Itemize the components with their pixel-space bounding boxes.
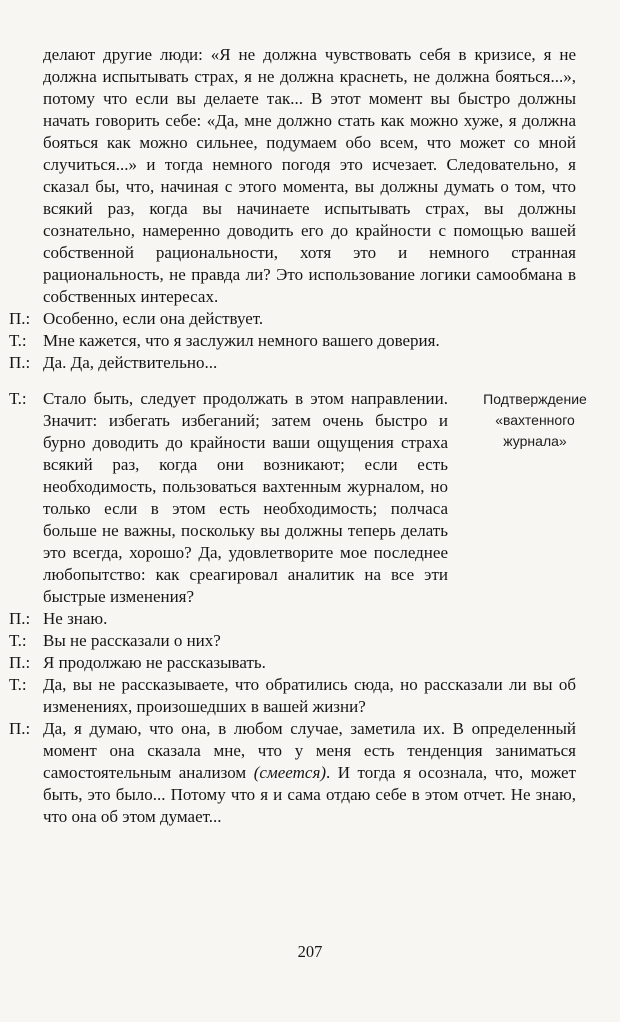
dialogue-line <box>9 674 576 718</box>
dialogue-line <box>9 652 576 674</box>
dialogue-text: Да. Да, действительно... <box>43 353 218 372</box>
dialogue-text: . И тогда я осознала, что, может быть, это было... Потому что я и сама отдаю себе в этом отчет. Не знаю, что она об этом думает... <box>43 763 577 826</box>
speaker-label: Т.: <box>9 331 27 350</box>
speaker-label: П.: <box>9 653 31 672</box>
speaker-label: П.: <box>9 309 31 328</box>
dialogue-line <box>9 352 576 374</box>
dialogue-line-journal <box>9 388 587 608</box>
dialogue-text: Да, я думаю, что она, в любом случае, заметила их. В определенный момент она сказала мне, что у меня есть тенденция заниматься самостоятельным анализом <box>43 719 576 782</box>
speaker-label: П.: <box>9 609 31 628</box>
dialogue-text-stage-direction: (смеется) <box>253 763 327 782</box>
speaker-label: П.: <box>9 353 31 372</box>
margin-note: Подтверждение «вахтенного журнала» <box>483 391 587 449</box>
dialogue-text: Не знаю. <box>43 609 108 628</box>
dialogue-line <box>9 308 576 330</box>
dialogue-text: Мне кажется, что я заслужил немного вашего доверия. <box>43 331 440 350</box>
page-number: 207 <box>297 942 323 961</box>
speaker-label: Т.: <box>9 631 27 650</box>
dialogue-text: Вы не рассказали о них? <box>43 631 221 650</box>
speaker-label: Т.: <box>9 675 27 694</box>
body-paragraph-continuation: делают другие люди: «Я не должна чувствовать себя в кризисе, я не должна испытывать страх, я не должна краснеть, не должна бояться...», потому что если вы делаете так... В этот момент вы быстро должны начать говорить себе: «Да, мне должно стать как можно хуже, я должна бояться как можно сильнее, подумаем обо всем, что может со мной случиться...» и тогда немного погодя это исчезает. Следовательно, я сказал бы, что, начиная с этого момента, вы должны думать о том, что всякий раз, когда вы начинаете испытывать страх, вы должны сознательно, намеренно доводить его до крайности с помощью вашей собственной рациональности, хотя это и немного странная рациональность, не правда ли? Это использование логики самообмана в собственных интересах. <box>43 45 576 306</box>
speaker-label: П.: <box>9 719 31 738</box>
dialogue-text: Особенно, если она действует. <box>43 309 264 328</box>
dialogue-line <box>9 630 576 652</box>
speaker-label: Т.: <box>9 389 27 408</box>
dialogue-line <box>9 330 576 352</box>
dialogue-line <box>9 718 576 828</box>
dialogue-line <box>9 608 576 630</box>
dialogue-text: Стало быть, следует продолжать в этом направлении. Значит: избегать избеганий; затем очень быстро и бурно доводить до крайности ваши ощущения страха всякий раз, когда они возникают; если есть необходимость, пользоваться вахтенным журналом, но только если в этом есть необходимость; полчаса больше не важны, поскольку вы должны теперь делать это всегда, хорошо? Да, удовлетворите мое последнее любопытство: как среагировал аналитик на все эти быстрые изменения? <box>43 389 448 606</box>
dialogue-text: Да, вы не рассказываете, что обратились сюда, но рассказали ли вы об изменениях, произошедших в вашей жизни? <box>43 675 576 716</box>
dialogue-text: Я продолжаю не рассказывать. <box>43 653 266 672</box>
page-content <box>9 44 587 828</box>
